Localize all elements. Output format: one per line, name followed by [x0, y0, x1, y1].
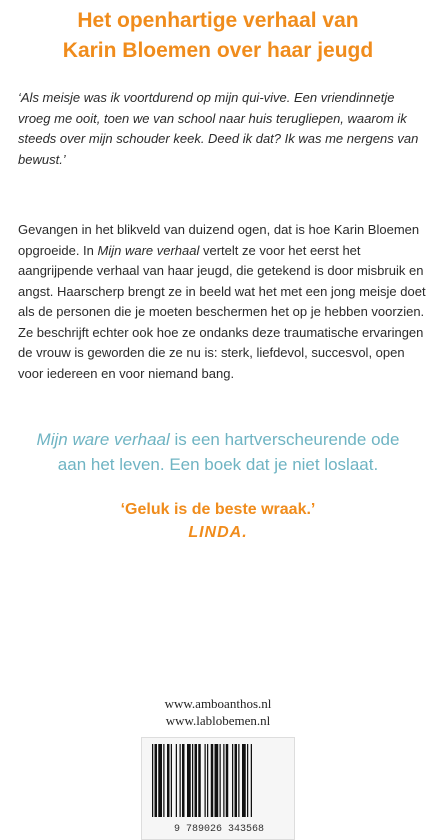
headline-line-1: Het openhartige verhaal van — [77, 9, 359, 32]
tagline-line-1-rest: is een hartverscheurende ode — [169, 430, 400, 449]
opening-quote: ‘Als meisje was ik voortdurend op mijn qui-vive. Een vriendinnetje vroeg me ooit, toen we van school naar huis terugliepen, waarom ik steeds over mijn schouder keek. Deed ik dat? Ik was me nergens van bewust.’ — [18, 90, 419, 167]
body-p1-end: vertelt ze voor het eerst het aangrijpende verhaal van haar jeugd, die getekend is door misbruik en angst. Haarscherp brengt ze in beeld wat het met een jong meisje doet als de personen die je moeten beschermen het op je hebben voorzien. — [18, 242, 426, 319]
url-amboanthos[interactable]: www.amboanthos.nl — [164, 696, 272, 711]
book-title-inline: Mijn ware verhaal — [97, 242, 200, 258]
publisher-urls — [0, 695, 436, 729]
body-p1-start: Gevangen in het blikveld van duizend ogen, dat is hoe Karin Bloemen opgroeide. In — [18, 222, 420, 258]
barcode — [141, 737, 295, 840]
isbn-number: 9 789026 343568 — [173, 824, 264, 835]
review-quote — [0, 498, 436, 544]
body-paragraph-2: Ze beschrijft echter ook hoe ze ondanks deze traumatische ervaringen de vrouw is geworden die ze nu is: sterk, liefdevol, succesvol, open voor iedereen en voor niemand bang. — [18, 324, 424, 381]
tagline-line-1 — [0, 427, 436, 452]
tagline — [0, 427, 436, 477]
url-lablobemen[interactable]: www.lablobemen.nl — [165, 713, 271, 728]
barcode-bars-icon — [150, 744, 288, 819]
tagline-line-2: aan het leven. Een boek dat je niet loslaat. — [57, 455, 379, 474]
headline — [0, 6, 436, 66]
body-text — [18, 220, 426, 384]
tagline-book-title: Mijn ware verhaal — [36, 430, 170, 449]
review-source: LINDA. — [188, 524, 248, 541]
body-paragraph-1 — [18, 220, 426, 323]
review-text: ‘Geluk is de beste wraak.’ — [120, 501, 316, 518]
headline-line-2: Karin Bloemen over haar jeugd — [62, 39, 374, 62]
